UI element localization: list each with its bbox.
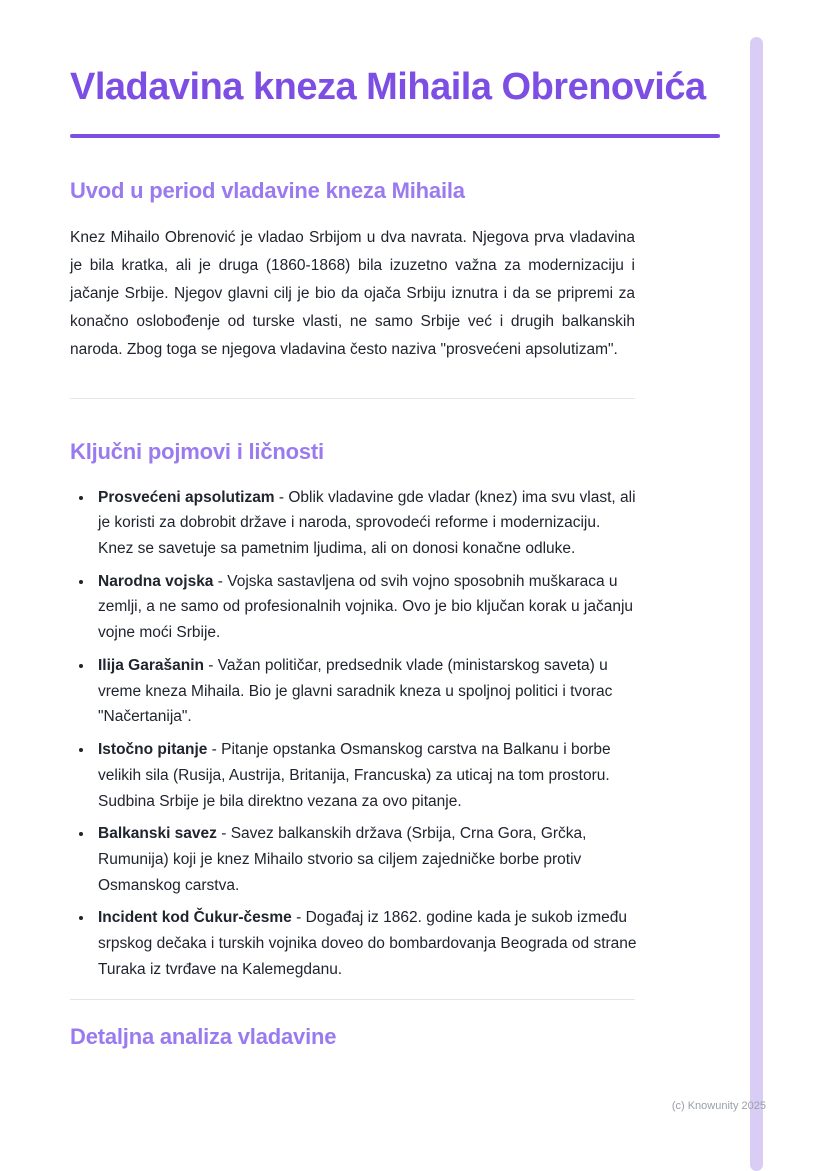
list-item (94, 821, 639, 898)
term-description: - Događaj iz 1862. godine kada je sukob između srpskog dečaka i turskih vojnika doveo do bombardovanja Beograda od strane Turaka iz tvrđave na Kalemegdanu. (98, 909, 637, 978)
term-label: Prosvećeni apsolutizam (98, 488, 275, 506)
term-description: - Oblik vladavine gde vladar (knez) ima svu vlast, ali je koristi za dobrobit države i naroda, sprovodeći reforme i modernizaciju. Knez se savetuje sa pametnim ljudima, ali on donosi konačne odluke. (98, 488, 636, 558)
term-description: - Vojska sastavljena od svih vojno sposobnih muškaraca u zemlji, a ne samo od profesionalnih vojnika. Ovo je bio ključan korak u jačanju vojne moći Srbije. (98, 572, 634, 642)
title-divider (70, 134, 720, 138)
list-item (94, 737, 639, 814)
list-item (94, 569, 639, 646)
page-title: Vladavina kneza Mihaila Obrenovića (70, 66, 706, 108)
section-heading-intro: Uvod u period vladavine kneza Mihaila (70, 178, 465, 204)
term-label: Ilija Garašanin (98, 656, 204, 674)
term-label: Narodna vojska (98, 572, 214, 590)
list-item (94, 485, 639, 562)
key-terms-list (70, 485, 639, 983)
list-item (94, 905, 639, 982)
term-label: Incident kod Čukur-česme (98, 909, 292, 927)
term-label: Istočno pitanje (98, 741, 208, 759)
list-item (94, 653, 639, 730)
term-label: Balkanski savez (98, 825, 217, 843)
section-divider (70, 999, 635, 1000)
section-heading-analysis: Detaljna analiza vladavine (70, 1023, 337, 1049)
intro-paragraph: Knez Mihailo Obrenović je vladao Srbijom u dva navrata. Njegova prva vladavina je bila kratka, ali je druga (1860-1868) bila izuzetno važna za modernizaciju i jačanje Srbije. Njegov glavni cilj je bio da ojača Srbiju iznutra i da se pripremi za konačno oslobođenje od turske vlasti, ne samo Srbije već i drugih balkanskih naroda. Zbog toga se njegova vladavina često naziva "prosvećeni apsolutizam". (70, 229, 635, 358)
section-divider (70, 398, 635, 399)
term-description: - Pitanje opstanka Osmanskog carstva na Balkanu i borbe velikih sila (Rusija, Austrija, Britanija, Francuska) za uticaj na tom prostoru. Sudbina Srbije je bila direktno vezana za ovo pitanje. (98, 741, 611, 810)
section-heading-terms: Ključni pojmovi i ličnosti (70, 438, 324, 464)
copyright-notice: (c) Knowunity 2025 (671, 1100, 766, 1112)
document-content (70, 0, 720, 1050)
term-description: - Savez balkanskih država (Srbija, Crna Gora, Grčka, Rumunija) koji je knez Mihailo stvorio sa ciljem zajedničke borbe protiv Osmanskog carstva. (98, 825, 587, 894)
term-description: - Važan političar, predsednik vlade (ministarskog saveta) u vreme kneza Mihaila. Bio je glavni saradnik kneza u spoljnoj politici i tvorac "Načertanija". (98, 656, 613, 726)
scrollbar[interactable] (750, 37, 763, 1171)
